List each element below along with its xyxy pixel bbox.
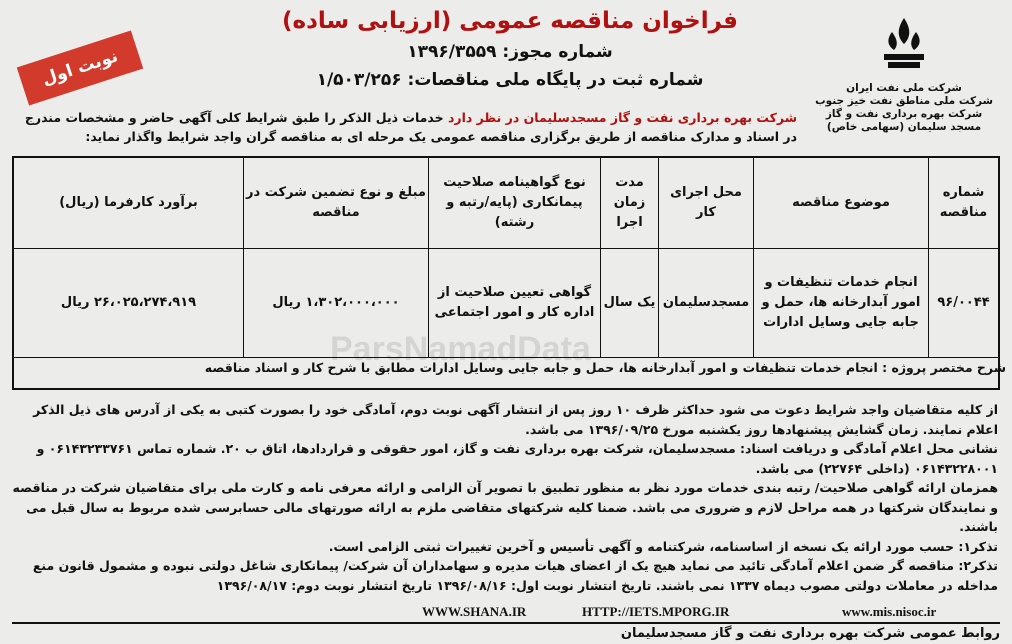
- company-line: شرکت بهره برداری نفت و گاز: [825, 108, 983, 120]
- intro-lead: شرکت بهره برداری نفت و گاز مسجدسلیمان در نظر دارد: [447, 110, 797, 125]
- registry-number: شماره ثبت در پایگاه ملی مناقصات: ۱/۵۰۳/۲۵۶: [316, 70, 704, 90]
- footer: [12, 622, 1000, 644]
- header-subject: موضوع مناقصه: [753, 158, 928, 248]
- body-paragraph: همزمان ارائه گواهی صلاحیت/ رتبه بندی خدمات مورد نظر به منظور تطبیق با تصویر آن الزامی و ارائه معرفی نامه و کارت ملی برای متقاضیان شرکت در مناقصه و نمایندگان شرکتها در همه مراحل لازم و ضروری می باشد. ضمنا کلیه شرکتهای متقاضی ملزم به ارائه صورتهای مالی حسابرسی شده مربوط به سال قبل می باشند.: [12, 480, 998, 534]
- body-paragraph: از کلیه متقاضیان واجد شرایط دعوت می شود حداکثر ظرف ۱۰ روز پس از انتشار آگهی نوبت دوم، آمادگی خود را بصورت کتبی به یکی از آدرس های ذیل الذکر اعلام نمایند. زمان گشایش پیشنهادها روز یکشنبه مورخ ۱۳۹۶/۰۹/۲۵ می باشد.: [33, 402, 998, 437]
- website-links: [12, 604, 1000, 622]
- header-certificate: نوع گواهینامه صلاحیت پیمانکاری (پایه/رتبه و رشته): [428, 158, 600, 248]
- company-line: شرکت ملی مناطق نفت خیز جنوب: [815, 95, 993, 107]
- header-number: شماره مناقصه: [928, 158, 998, 248]
- link-nisoc[interactable]: www.mis.nisoc.ir: [842, 604, 937, 619]
- body-paragraph: تذکر۱: حسب مورد ارائه یک نسخه از اساسنامه، شرکتنامه و آگهی تأسیس و آخرین تغییرات ثبتی الزامی است.: [328, 538, 998, 554]
- cell-number: ۹۶/۰۰۴۴: [928, 249, 998, 357]
- license-number: شماره مجوز: ۱۳۹۶/۳۵۵۹: [407, 42, 613, 62]
- intro-paragraph: [7, 108, 797, 146]
- body-paragraph: نشانی محل اعلام آمادگی و دریافت اسناد: مسجدسلیمان، شرکت بهره برداری نفت و گاز، امور حقوقی و قراردادها، اتاق ب ۲۰. شماره تماس ۰۶۱۴۳۲۳۳۷۶۱ و ۰۶۱۴۳۲۲۸۰۰۱ (داخلی ۲۲۷۶۴) می باشد.: [36, 441, 998, 476]
- cell-location: مسجدسلیمان: [658, 249, 753, 357]
- nioc-flame-logo-icon: [874, 14, 934, 74]
- intro-rest: خدمات ذیل الذکر را طبق شرایط کلی آگهی حاضر و مشخصات مندرج در اسناد و مدارک مناقصه از طریق برگزاری مناقصه عمومی یک مرحله ای به مناقصه گران واجد شرایط واگذار نماید:: [24, 110, 797, 144]
- cell-estimate: ۲۶،۰۲۵،۲۷۴،۹۱۹ ریال: [60, 295, 197, 310]
- body-paragraph: تذکر۲: مناقصه گر ضمن اعلام آمادگی تائید می نماید هیچ یک از اعضای هیات مدیره و سهامداران آن شرکت/ پیمانکاری شاغل دولتی نبوده و مشمول قانون منع مداخله در معاملات دولتی مصوب دیماه ۱۳۳۷ نمی باشند. تاریخ انتشار نوبت اول: ۱۳۹۶/۰۸/۱۶ تاریخ انتشار نوبت دوم: ۱۳۹۶/۰۸/۱۷: [32, 558, 998, 593]
- cell-subject: انجام خدمات تنظیفات و امور آبدارخانه ها، حمل و جابه جایی وسایل ادارات: [753, 249, 928, 357]
- company-block: [814, 14, 994, 134]
- footer-text: روابط عمومی شرکت بهره برداری نفت و گاز مسجدسلیمان: [620, 626, 1000, 641]
- round-badge: نوبت اول: [17, 30, 143, 105]
- header-location: محل اجرای کار: [658, 158, 753, 248]
- header-estimate: برآورد کارفرما (ریال): [59, 195, 198, 210]
- cell-certificate: گواهی تعیین صلاحیت از اداره کار و امور اجتماعی: [428, 249, 600, 357]
- company-line: شرکت ملی نفت ایران: [846, 82, 962, 94]
- link-shana[interactable]: WWW.SHANA.IR: [422, 604, 527, 619]
- header-duration: مدت زمان اجرا: [600, 158, 658, 248]
- company-line: مسجد سلیمان (سهامی خاص): [826, 121, 982, 133]
- project-summary: شرح مختصر پروژه : انجام خدمات تنظیفات و امور آبدارخانه ها، حمل و جابه جایی وسایل ادارات مطابق با شرح کار و اسناد مناقصه: [204, 360, 1006, 375]
- header-guarantee: مبلغ و نوع تضمین شرکت در مناقصه: [243, 158, 428, 248]
- link-iets[interactable]: HTTP://IETS.MPORG.IR: [582, 604, 730, 619]
- cell-guarantee: ۱،۳۰۲،۰۰۰،۰۰۰ ریال: [243, 249, 428, 357]
- body-text: [10, 400, 998, 595]
- watermark: ParsNamadData: [330, 330, 591, 368]
- cell-duration: یک سال: [600, 249, 658, 357]
- page-title: فراخوان مناقصه عمومی (ارزیابی ساده): [282, 8, 738, 34]
- company-name-lines: [814, 82, 994, 134]
